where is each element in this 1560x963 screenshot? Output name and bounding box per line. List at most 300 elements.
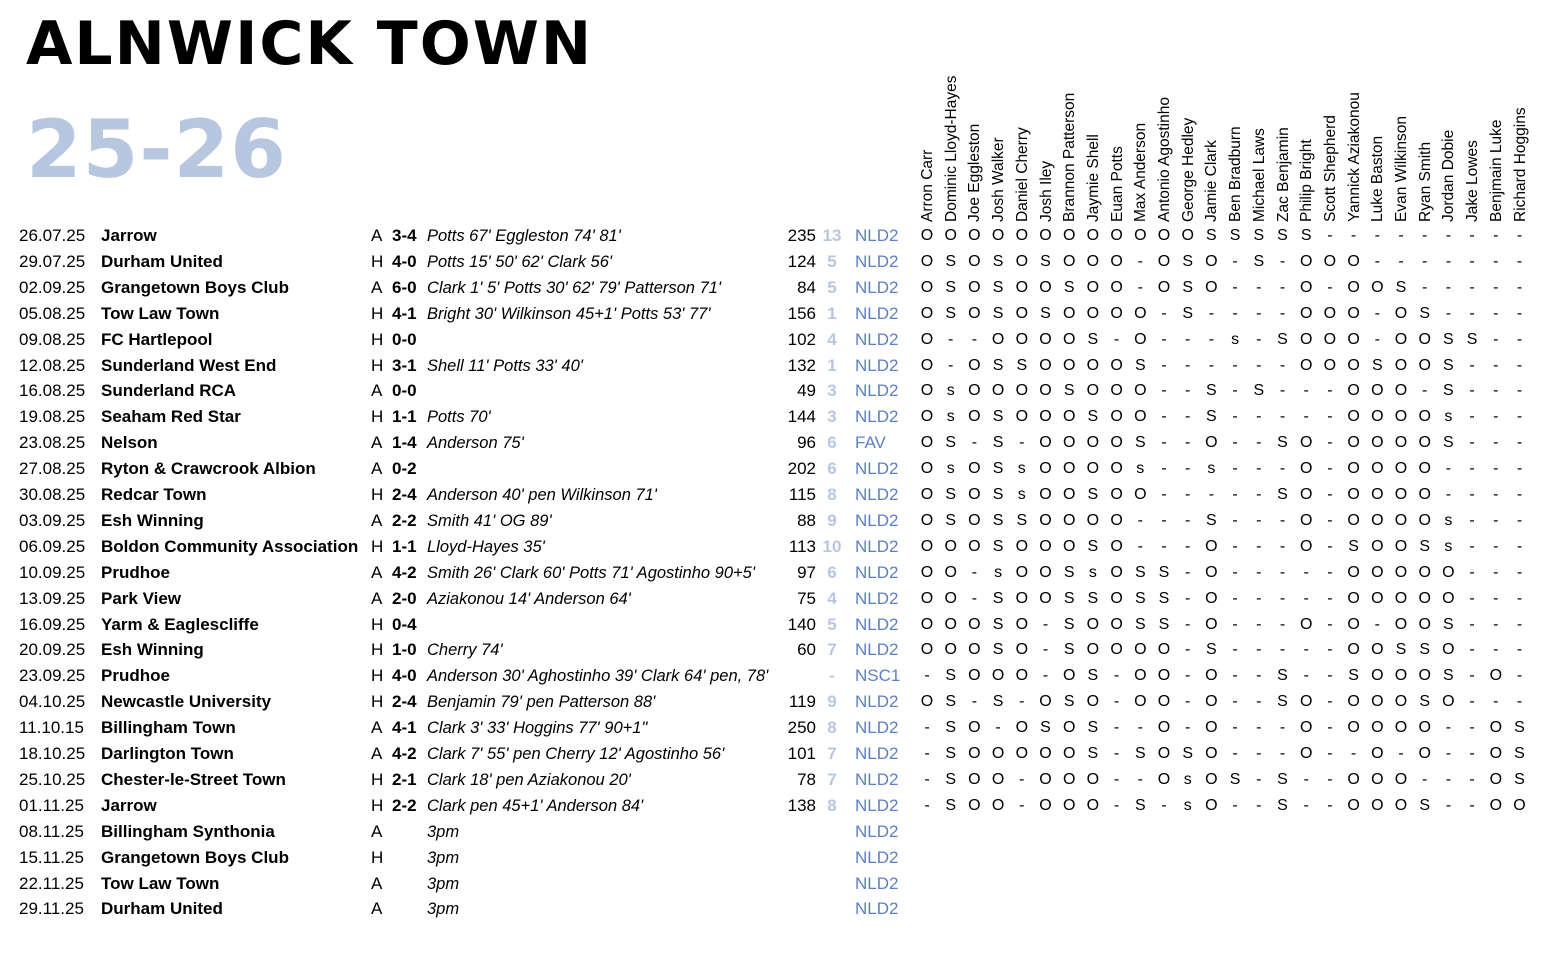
appearance-cell: S [992, 304, 1004, 322]
appearance-cell: S [992, 641, 1004, 659]
venue-code: H [371, 303, 384, 323]
appearance-cell: S [992, 460, 1004, 478]
appearance-cell: O [1062, 408, 1076, 426]
appearance-cell: - [1279, 382, 1286, 400]
goal-scorers: 3pm [427, 848, 460, 867]
league-position: 7 [827, 769, 837, 789]
player-header: Arron Carr [919, 149, 936, 222]
venue-code: A [371, 718, 383, 738]
appearance-cell: O [1015, 719, 1029, 737]
appearance-cell: - [1445, 304, 1452, 322]
appearance-cell: O [1418, 434, 1431, 452]
appearance-cell: O [1157, 770, 1171, 788]
appearance-cell: - [1516, 434, 1523, 452]
appearance-cell: O [1039, 486, 1052, 503]
competition-code: NLD2 [855, 769, 899, 789]
appearance-cell: - [1161, 330, 1167, 348]
appearance-cell: S [1087, 667, 1099, 685]
appearance-cell: O [1015, 667, 1029, 685]
appearance-cell: O [1086, 641, 1100, 659]
appearance-cell: O [1299, 278, 1313, 296]
appearance-cell: O [1039, 330, 1052, 348]
appearance-cell: - [1445, 460, 1452, 478]
appearance-cell: - [1256, 304, 1262, 322]
appearance-cell: O [1347, 330, 1360, 348]
appearance-cell: - [924, 745, 930, 762]
appearance-cell: O [920, 615, 934, 633]
appearance-cell: - [1469, 486, 1475, 503]
appearance-cell: S [1277, 693, 1288, 711]
venue-code: A [371, 510, 383, 530]
appearance-cell: O [1299, 356, 1313, 374]
appearance-cell: O [1371, 641, 1384, 659]
appearance-cell: S [1087, 537, 1099, 555]
appearance-cell: - [1161, 796, 1167, 814]
league-position: 3 [827, 381, 837, 401]
league-position: 4 [827, 588, 837, 608]
appearance-cell: O [1062, 252, 1076, 270]
appearance-cell: - [1256, 667, 1262, 685]
appearance-cell: O [1110, 434, 1123, 452]
appearance-cell: O [1418, 511, 1431, 529]
appearance-cell: - [1256, 278, 1262, 296]
appearance-cell: - [1327, 693, 1333, 711]
appearance-cell: S [1087, 745, 1099, 762]
appearance-cell: - [1113, 770, 1120, 788]
appearance-cell: O [1394, 434, 1408, 452]
appearance-cell: O [1394, 615, 1408, 633]
appearance-cell: O [1062, 227, 1076, 244]
appearance-cell: - [1469, 589, 1475, 607]
venue-code: H [371, 355, 384, 375]
appearance-cell: O [1086, 252, 1100, 270]
appearance-cell: O [1086, 511, 1100, 529]
venue-code: H [371, 769, 384, 789]
appearance-cell: - [1232, 589, 1238, 607]
match-score: 4-2 [392, 744, 417, 763]
appearance-cell: s [1183, 796, 1192, 814]
appearance-cell: - [1019, 434, 1025, 452]
appearance-cell: - [1469, 434, 1475, 452]
appearance-cell: - [1374, 252, 1380, 270]
opponent-name: Sunderland RCA [101, 381, 237, 401]
appearance-cell: O [968, 719, 981, 737]
appearance-cell: O [1181, 227, 1194, 244]
appearance-cell: - [1279, 719, 1286, 737]
appearance-cell: - [924, 796, 930, 814]
attendance: 97 [797, 562, 816, 582]
league-position: 8 [827, 795, 837, 815]
appearance-cell: S [1206, 227, 1217, 244]
league-position: 1 [827, 355, 837, 375]
match-score: 1-1 [392, 407, 417, 427]
appearance-cell: S [1514, 719, 1525, 737]
appearance-cell: - [1185, 434, 1191, 452]
appearance-cell: - [924, 667, 930, 685]
attendance: 144 [787, 407, 816, 427]
appearance-cell: - [1042, 641, 1049, 659]
player-header: Antonio Agostinho [1156, 97, 1173, 222]
appearance-cell: O [1347, 589, 1360, 607]
appearance-cell: O [1205, 745, 1218, 762]
venue-code: A [371, 226, 383, 245]
appearance-cell: O [1157, 227, 1171, 244]
goal-scorers: 3pm [427, 874, 460, 893]
appearance-cell: O [1205, 278, 1218, 296]
appearance-cell: O [1134, 408, 1147, 426]
table-row [0, 897, 1560, 921]
appearance-cell: O [1086, 356, 1100, 374]
appearance-cell: O [920, 356, 934, 374]
appearance-cell: - [1327, 796, 1333, 814]
appearance-cell: - [1185, 667, 1191, 685]
appearance-cell: - [1445, 252, 1452, 270]
league-position: 7 [827, 640, 837, 660]
appearance-cell: O [1371, 382, 1384, 400]
opponent-name: Esh Winning [101, 510, 204, 530]
match-date: 08.11.25 [19, 821, 84, 841]
appearance-cell: O [1394, 796, 1408, 814]
appearance-cell: O [1110, 641, 1123, 659]
venue-code: H [371, 666, 384, 686]
appearance-cell: S [1087, 719, 1099, 737]
match-score: 2-2 [392, 795, 417, 815]
appearance-cell: - [1493, 537, 1499, 555]
appearance-cell: S [945, 667, 957, 685]
appearance-cell: - [1516, 304, 1523, 322]
goal-scorers: Bright 30' Wilkinson 45+1' Potts 53' 77' [427, 304, 711, 323]
competition-code: NLD2 [855, 692, 899, 712]
appearance-cell: O [968, 278, 981, 296]
appearance-cell: S [1419, 537, 1431, 555]
appearance-cell: O [944, 641, 957, 659]
appearance-cell: O [1418, 460, 1431, 478]
appearance-cell: O [1062, 719, 1076, 737]
appearance-cell: O [1418, 667, 1431, 685]
appearance-cell: O [1086, 615, 1100, 633]
appearance-cell: O [1086, 227, 1100, 244]
appearance-cell: O [1347, 408, 1360, 426]
appearance-cell: - [1185, 641, 1191, 659]
appearance-cell: O [1157, 252, 1171, 270]
appearance-cell: O [920, 252, 934, 270]
appearance-cell: O [1371, 460, 1384, 478]
appearance-cell: S [1063, 615, 1075, 633]
appearance-cell: - [1256, 796, 1262, 814]
appearance-cell: - [1469, 615, 1475, 633]
appearance-cell: - [995, 719, 1001, 737]
appearance-cell: S [1206, 408, 1217, 426]
table-row [0, 613, 1560, 637]
appearance-cell: O [1394, 356, 1408, 374]
appearance-cell: - [1137, 252, 1143, 270]
player-header: George Hedley [1179, 117, 1197, 222]
appearance-cell: S [1443, 356, 1454, 374]
appearance-cell: - [1232, 563, 1238, 581]
venue-code: H [371, 640, 384, 660]
competition-code: NSC1 [855, 666, 901, 686]
appearance-cell: O [1205, 434, 1218, 452]
league-position: 8 [827, 718, 837, 738]
appearance-cell: - [1327, 486, 1333, 503]
appearance-cell: - [1516, 408, 1523, 426]
appearance-cell: O [920, 330, 934, 348]
appearance-cell: O [1489, 745, 1503, 762]
appearance-cell: - [1019, 770, 1025, 788]
appearance-cell: - [1232, 667, 1238, 685]
appearance-cell: s [1231, 330, 1240, 348]
appearance-cell: - [1279, 537, 1286, 555]
appearance-cell: - [1327, 589, 1333, 607]
appearance-cell: O [1015, 278, 1029, 296]
appearance-cell: - [1256, 563, 1262, 581]
appearance-cell: O [1347, 356, 1360, 374]
appearance-cell: - [1327, 537, 1333, 555]
appearance-cell: O [920, 641, 934, 659]
appearance-cell: - [1516, 589, 1523, 607]
appearance-cell: s [1444, 537, 1453, 555]
appearance-cell: O [1086, 434, 1100, 452]
appearance-cell: - [1279, 615, 1286, 633]
appearance-cell: - [1232, 615, 1238, 633]
table-row [0, 431, 1560, 455]
appearance-cell: O [1015, 227, 1029, 244]
appearance-cell: S [1087, 486, 1099, 503]
competition-code: NLD2 [855, 251, 899, 271]
competition-code: NLD2 [855, 407, 899, 427]
appearance-cell: - [1185, 330, 1191, 348]
venue-code: A [371, 433, 383, 453]
appearance-cell: S [1229, 770, 1241, 788]
appearance-cell: S [1466, 330, 1478, 348]
appearance-cell: - [1516, 252, 1523, 270]
appearance-cell: - [1469, 745, 1475, 762]
league-position: 5 [827, 251, 837, 271]
opponent-name: Yarm & Eaglescliffe [101, 614, 259, 634]
player-header: Scott Shepherd [1321, 115, 1339, 222]
match-date: 18.10.25 [19, 744, 86, 763]
match-date: 19.08.25 [19, 407, 86, 427]
player-header: Jamie Clark [1203, 140, 1221, 222]
appearance-cell: S [1063, 563, 1075, 581]
player-header: Jaymie Shell [1084, 134, 1102, 222]
table-row [0, 535, 1560, 559]
appearance-cell: O [1371, 589, 1384, 607]
appearance-cell: O [968, 460, 981, 478]
appearance-cell: O [1418, 615, 1431, 633]
appearance-cell: O [1086, 796, 1100, 814]
appearance-cell: - [1493, 382, 1499, 400]
appearance-cell: O [1015, 615, 1029, 633]
appearance-cell: - [1256, 511, 1262, 529]
appearance-cell: - [1469, 356, 1475, 374]
appearance-cell: O [1394, 330, 1408, 348]
match-score: 6-0 [392, 277, 417, 297]
goal-scorers: Smith 41' OG 89' [427, 511, 552, 530]
appearance-cell: - [1042, 667, 1049, 685]
appearance-cell: O [1015, 745, 1029, 762]
competition-code: NLD2 [855, 459, 899, 479]
appearance-cell: O [1347, 304, 1360, 322]
appearance-cell: O [1418, 745, 1431, 762]
appearance-cell: O [1157, 693, 1171, 711]
appearance-cell: O [920, 511, 934, 529]
venue-code: A [371, 588, 383, 608]
appearance-cell: O [1110, 460, 1123, 478]
attendance: 138 [787, 795, 816, 815]
match-score: 1-1 [392, 536, 417, 556]
appearance-cell: O [1323, 356, 1337, 374]
match-date: 25.10.25 [19, 769, 86, 789]
appearance-cell: - [1208, 330, 1215, 348]
appearance-cell: - [1303, 770, 1309, 788]
appearance-cell: S [1087, 589, 1099, 607]
appearance-cell: S [1443, 382, 1454, 400]
appearance-cell: - [1256, 719, 1262, 737]
appearance-cell: O [1039, 511, 1052, 529]
goal-scorers: Potts 70' [427, 408, 491, 427]
appearance-cell: - [1516, 382, 1523, 400]
appearance-cell: O [1062, 460, 1076, 478]
appearance-cell: S [1253, 382, 1265, 400]
appearance-cell: - [1327, 641, 1333, 659]
appearance-cell: - [1113, 796, 1120, 814]
table-row [0, 794, 1560, 818]
appearance-cell: - [1327, 408, 1333, 426]
opponent-name: Chester-le-Street Town [101, 769, 286, 789]
goal-scorers: Shell 11' Potts 33' 40' [427, 356, 583, 375]
attendance: 119 [788, 692, 816, 712]
goal-scorers: Anderson 75' [427, 434, 524, 453]
appearance-cell: S [992, 511, 1004, 529]
appearance-cell: O [1347, 460, 1360, 478]
appearance-cell: O [1347, 563, 1360, 581]
match-date: 29.11.25 [19, 899, 84, 919]
attendance: 88 [797, 510, 816, 530]
appearance-cell: - [1469, 252, 1475, 270]
appearance-cell: O [991, 667, 1005, 685]
appearance-cell: O [920, 563, 934, 581]
appearance-cell: - [1042, 615, 1049, 633]
appearance-cell: - [1469, 278, 1475, 296]
appearance-cell: O [1347, 278, 1360, 296]
attendance: 132 [787, 355, 816, 375]
opponent-name: Park View [101, 588, 182, 608]
table-row [0, 457, 1560, 481]
appearance-cell: O [1371, 434, 1384, 452]
appearance-cell: O [1489, 770, 1503, 788]
appearance-cell: - [1469, 408, 1475, 426]
attendance: 49 [797, 381, 816, 401]
appearance-cell: - [924, 770, 930, 788]
appearance-cell: O [1110, 356, 1123, 374]
table-row [0, 587, 1560, 611]
appearance-cell: - [1256, 693, 1262, 711]
venue-code: H [371, 692, 384, 712]
appearance-cell: - [1279, 356, 1286, 374]
appearance-cell: - [1445, 796, 1452, 814]
opponent-name: Newcastle University [101, 692, 272, 712]
appearance-cell: O [1299, 745, 1313, 762]
appearance-cell: O [1299, 252, 1313, 270]
appearance-cell: O [1442, 589, 1455, 607]
appearance-cell: O [1299, 434, 1313, 452]
appearance-cell: O [1394, 537, 1408, 555]
competition-code: NLD2 [855, 795, 899, 815]
appearance-cell: S [1087, 330, 1099, 348]
appearance-cell: s [946, 382, 955, 400]
match-score: 4-1 [392, 718, 417, 738]
appearance-cell: O [968, 356, 981, 374]
appearance-cell: S [992, 408, 1004, 426]
appearance-cell: - [1232, 511, 1238, 529]
appearance-cell: - [1279, 460, 1286, 478]
venue-code: H [371, 847, 384, 867]
appearance-cell: S [945, 434, 957, 452]
opponent-name: Sunderland West End [101, 355, 277, 375]
opponent-name: Seaham Red Star [101, 407, 241, 427]
appearance-cell: O [1205, 252, 1218, 270]
appearance-cell: O [1347, 719, 1360, 737]
appearance-cell: - [1232, 745, 1238, 762]
appearance-cell: - [1161, 304, 1167, 322]
appearance-cell: O [1489, 667, 1503, 685]
appearance-cell: O [1039, 408, 1052, 426]
appearance-cell: S [1277, 770, 1288, 788]
appearance-cell: - [1232, 460, 1238, 478]
appearance-cell: - [1232, 796, 1238, 814]
appearance-cell: S [945, 745, 957, 762]
appearance-cell: - [1445, 719, 1452, 737]
appearance-cell: O [968, 615, 981, 633]
appearance-cell: O [1418, 719, 1431, 737]
appearance-cell: S [1419, 693, 1431, 711]
opponent-name: Grangetown Boys Club [101, 277, 289, 297]
appearance-cell: - [1374, 304, 1380, 322]
appearance-cell: O [1110, 511, 1123, 529]
appearance-cell: - [1161, 408, 1167, 426]
appearance-cell: O [920, 460, 934, 478]
appearance-cell: - [1398, 745, 1404, 762]
appearance-cell: - [1469, 537, 1475, 555]
appearance-cell: - [1279, 278, 1286, 296]
appearance-cell: - [1161, 511, 1167, 529]
table-row [0, 742, 1560, 766]
appearance-cell: O [968, 537, 981, 555]
league-position: 5 [827, 614, 837, 634]
appearance-cell: - [1232, 537, 1238, 555]
appearance-cell: - [948, 330, 954, 348]
attendance: 96 [797, 433, 816, 453]
match-score: 2-0 [392, 588, 417, 608]
appearance-cell: O [1015, 537, 1029, 555]
appearance-cell: S [945, 719, 957, 737]
appearance-cell: - [1161, 382, 1167, 400]
appearance-cell: S [945, 304, 957, 322]
appearance-cell: - [1327, 563, 1333, 581]
appearance-cell: - [1469, 304, 1475, 322]
appearance-cell: - [1516, 330, 1523, 348]
appearance-cell: O [1110, 486, 1123, 503]
opponent-name: Esh Winning [101, 640, 204, 660]
appearance-cell: - [1493, 278, 1499, 296]
appearance-cell: - [1256, 745, 1262, 762]
appearance-cell: - [1469, 796, 1475, 814]
appearance-cell: - [1161, 537, 1167, 555]
appearance-cell: O [1039, 693, 1052, 711]
appearance-cell: - [1516, 278, 1523, 296]
appearance-cell: O [1394, 304, 1408, 322]
